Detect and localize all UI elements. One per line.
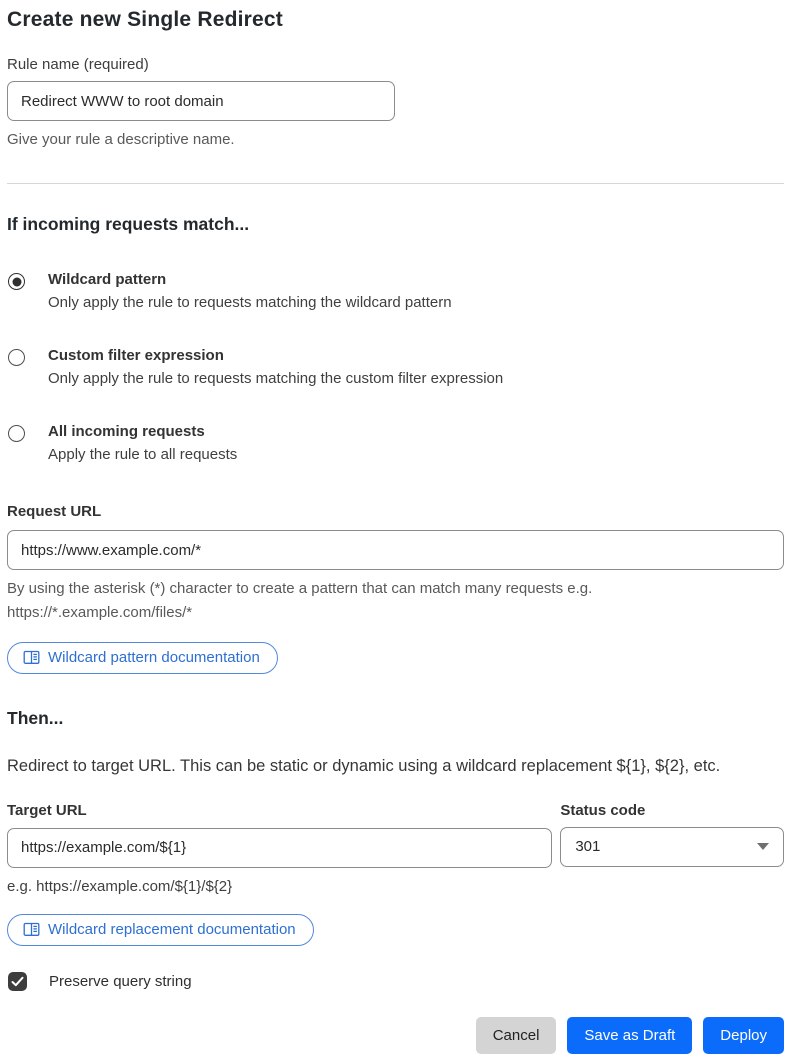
radio-option-custom-filter[interactable] (7, 347, 784, 387)
target-url-help: e.g. https://example.com/${1}/${2} (7, 877, 233, 895)
chevron-down-icon (757, 843, 769, 850)
radio-option-wildcard-pattern[interactable] (7, 271, 784, 311)
target-url-label: Target URL (7, 801, 87, 819)
target-status-row (7, 778, 784, 898)
request-url-help: By using the asterisk (*) character to create a pattern that can match many requests e.g. https://*.example.com/files/* (7, 580, 593, 621)
doc-button-label: Wildcard replacement documentation (48, 921, 296, 938)
rule-name-help: Give your rule a descriptive name. (7, 131, 235, 148)
status-code-select[interactable] (560, 827, 784, 867)
radio-description: Only apply the rule to requests matching the custom filter expression (48, 370, 504, 388)
checkbox-checked-icon[interactable] (8, 972, 27, 991)
radio-description: Only apply the rule to requests matching the wildcard pattern (48, 294, 452, 312)
radio-button-icon[interactable] (8, 273, 25, 290)
rule-name-label: Rule name (required) (7, 56, 149, 73)
doc-button-label: Wildcard pattern documentation (48, 648, 260, 666)
wildcard-pattern-doc-button[interactable] (7, 642, 278, 674)
section-divider (7, 183, 784, 184)
radio-label: All incoming requests (48, 423, 205, 441)
deploy-button[interactable]: Deploy (703, 1017, 784, 1054)
status-code-value: 301 (575, 838, 601, 856)
target-url-input[interactable] (7, 828, 552, 868)
then-section-heading: Then... (7, 707, 64, 728)
then-description: Redirect to target URL. This can be static or dynamic using a wildcard replacement ${1}, ${2}, etc. (7, 756, 721, 775)
book-open-icon (23, 922, 40, 937)
rule-name-input[interactable] (7, 81, 395, 121)
request-url-label: Request URL (7, 503, 102, 521)
radio-option-all-requests[interactable] (7, 423, 784, 463)
checkmark-icon (11, 975, 24, 988)
preserve-query-label: Preserve query string (49, 973, 192, 990)
radio-label: Wildcard pattern (48, 271, 167, 289)
save-as-draft-button[interactable]: Save as Draft (567, 1017, 692, 1054)
match-section-heading: If incoming requests match... (7, 214, 250, 235)
request-url-input[interactable] (7, 530, 784, 570)
radio-button-icon[interactable] (8, 349, 25, 366)
status-code-label: Status code (560, 801, 646, 819)
radio-description: Apply the rule to all requests (48, 446, 238, 464)
radio-button-icon[interactable] (8, 425, 25, 442)
wildcard-replacement-doc-button[interactable] (7, 914, 314, 946)
radio-label: Custom filter expression (48, 347, 224, 365)
book-open-icon (23, 650, 40, 665)
page-title: Create new Single Redirect (7, 8, 283, 31)
footer-actions (7, 1017, 784, 1062)
preserve-query-row[interactable] (7, 972, 784, 991)
cancel-button[interactable]: Cancel (476, 1017, 557, 1054)
